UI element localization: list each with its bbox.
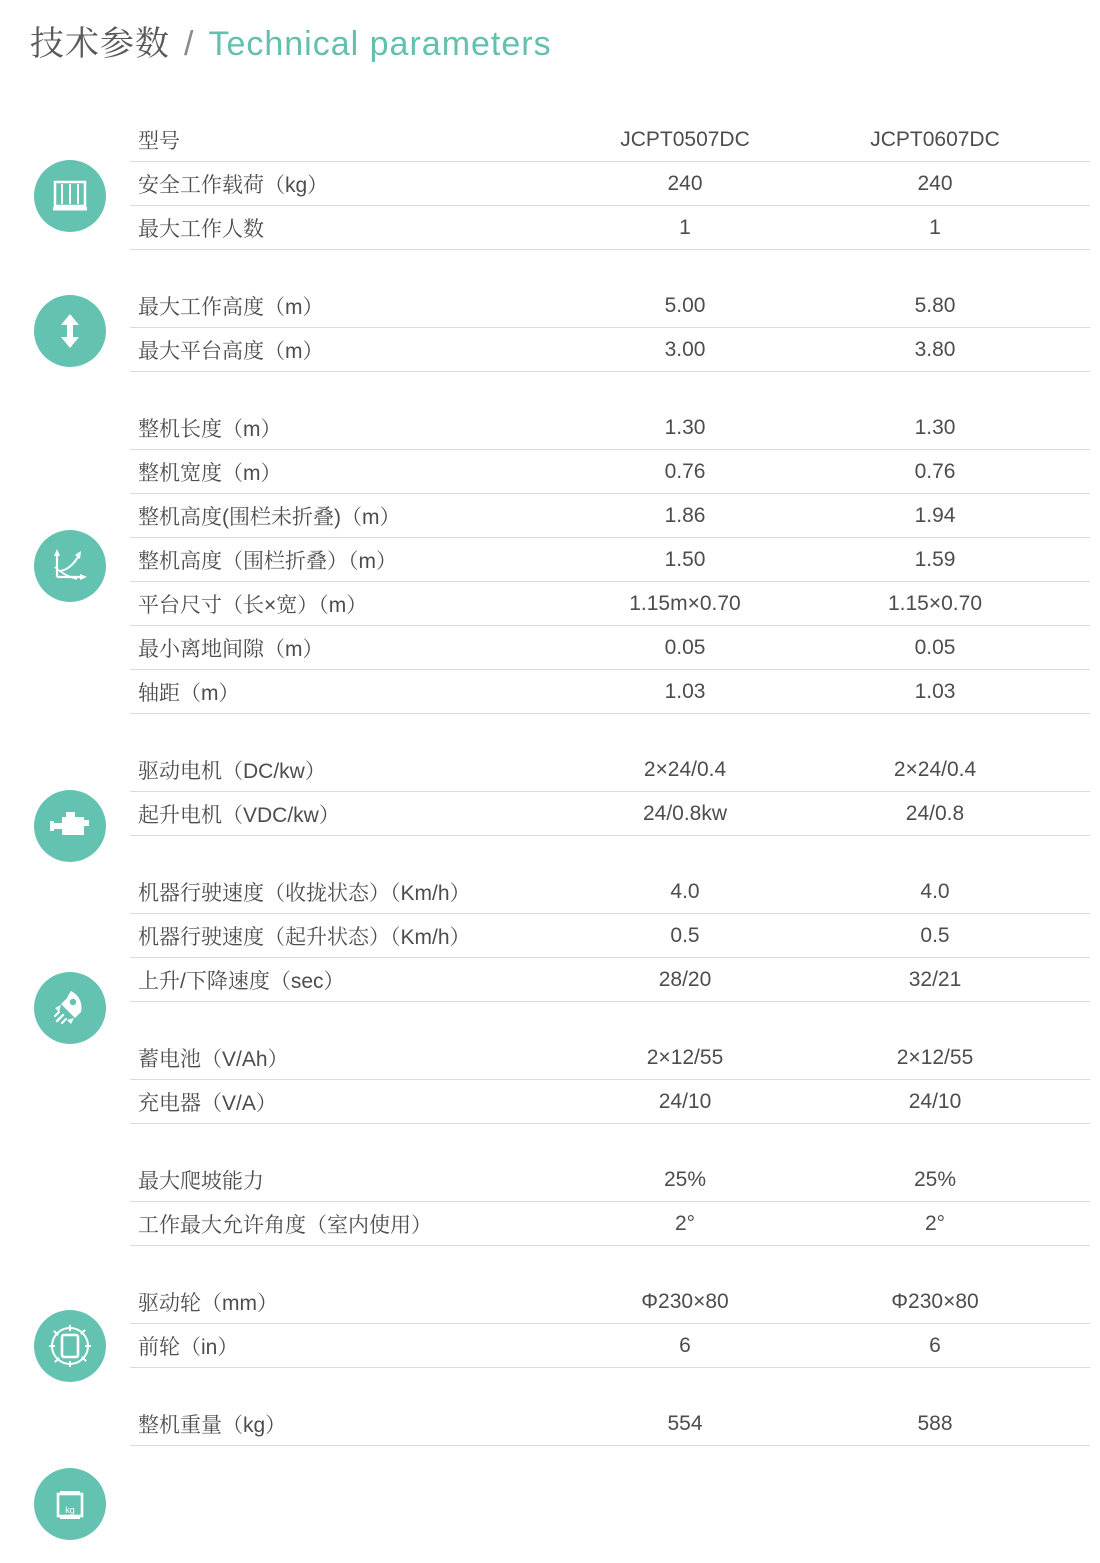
row-value-col2: 24/10 [908,1089,962,1113]
wheel-icon [34,1310,106,1382]
table-row [130,328,1090,372]
row-value-col1: 1.86 [664,503,706,527]
spec-group [130,118,1090,250]
row-value-col1: JCPT0507DC [620,127,750,151]
row-label: 最大平台高度（m） [138,339,324,363]
row-label: 上升/下降速度（sec） [138,969,345,993]
row-label: 最大爬坡能力 [138,1169,264,1193]
row-value-col1: 5.00 [664,293,706,317]
row-value-col1: 4.0 [670,879,700,903]
row-label: 工作最大允许角度（室内使用） [138,1213,432,1237]
row-label: 机器行驶速度（起升状态）（Km/h） [138,925,471,949]
row-value-col2: 0.76 [914,459,956,483]
table-row [130,284,1090,328]
page-title [30,16,552,65]
row-label: 整机长度（m） [138,417,282,441]
table-row [130,1402,1090,1446]
row-value-col2: 588 [917,1411,953,1435]
row-label: 最大工作高度（m） [138,295,324,319]
table-row [130,1080,1090,1124]
row-value-col2: 2×24/0.4 [893,757,977,781]
row-value-col1: 28/20 [658,967,712,991]
row-value-col2: 1.30 [914,415,956,439]
table-row [130,206,1090,250]
up-down-arrow-icon [34,295,106,367]
row-value-col1: 6 [679,1333,691,1357]
row-value-col2: 2° [924,1211,946,1235]
page-title-cn: 技术参数 [30,25,170,63]
table-header-row [130,118,1090,162]
row-label: 整机高度（围栏折叠）（m） [138,549,397,573]
row-label: 前轮（in） [138,1335,239,1359]
row-value-col2: 2×12/55 [896,1045,974,1069]
table-row [130,1280,1090,1324]
row-label: 驱动轮（mm） [138,1291,278,1315]
row-label: 起升电机（VDC/kw） [138,803,340,827]
row-label: 整机重量（kg） [138,1413,287,1437]
row-value-col2: 1 [929,215,941,239]
row-label: 驱动电机（DC/kw） [138,759,326,783]
table-row [130,748,1090,792]
table-row [130,1158,1090,1202]
row-value-col1: 1.15m×0.70 [629,591,741,615]
table-row [130,670,1090,714]
svg-text:kg: kg [65,1505,75,1515]
row-value-col1: 1 [679,215,691,239]
row-label: 最小离地间隙（m） [138,637,324,661]
row-value-col1: 1.50 [664,547,706,571]
row-value-col1: 0.76 [664,459,706,483]
table-row [130,494,1090,538]
spec-group [130,406,1090,714]
row-value-col2: 1.59 [914,547,956,571]
table-row [130,870,1090,914]
row-value-col2: 6 [929,1333,941,1357]
table-row [130,626,1090,670]
row-label: 机器行驶速度（收拢状态）（Km/h） [138,881,471,905]
row-label: 最大工作人数 [138,217,264,241]
row-label: 充电器（V/A） [138,1091,277,1115]
row-label: 安全工作载荷（kg） [138,173,329,197]
row-value-col2: 5.80 [914,293,956,317]
table-row [130,582,1090,626]
row-value-col2: Φ230×80 [891,1289,979,1313]
row-label: 整机宽度（m） [138,461,282,485]
spec-table [130,118,1090,1446]
row-label: 蓄电池（V/Ah） [138,1047,289,1071]
row-value-col2: 1.03 [914,679,956,703]
row-value-col1: 2° [674,1211,696,1235]
table-row [130,538,1090,582]
row-label: 平台尺寸（长×宽）（m） [138,593,368,617]
row-label: 型号 [138,129,180,153]
row-value-col2: JCPT0607DC [870,127,1000,151]
row-value-col1: 2×24/0.4 [643,757,727,781]
row-value-col1: 25% [663,1167,707,1191]
row-label: 整机高度(围栏未折叠)（m） [138,505,401,529]
table-row [130,450,1090,494]
table-row [130,1036,1090,1080]
rocket-icon [34,972,106,1044]
row-value-col1: 24/10 [658,1089,712,1113]
row-value-col2: 4.0 [920,879,950,903]
title-separator: / [184,25,195,63]
row-value-col1: 1.03 [664,679,706,703]
row-value-col2: 24/0.8 [905,801,965,825]
row-value-col1: 0.05 [664,635,706,659]
row-value-col1: 24/0.8kw [642,801,728,825]
spec-group [130,1036,1090,1124]
row-value-col1: 2×12/55 [646,1045,724,1069]
row-value-col2: 1.94 [914,503,956,527]
row-value-col2: 3.80 [914,337,956,361]
row-value-col1: 554 [667,1411,703,1435]
table-row [130,406,1090,450]
row-value-col1: 3.00 [664,337,706,361]
row-value-col2: 0.5 [920,923,950,947]
table-row [130,162,1090,206]
spec-group [130,870,1090,1002]
table-row [130,1202,1090,1246]
platform-icon [34,160,106,232]
spec-group [130,1402,1090,1446]
table-row [130,914,1090,958]
row-value-col2: 32/21 [908,967,962,991]
spec-group [130,284,1090,372]
spec-group [130,1280,1090,1368]
row-label: 轴距（m） [138,681,240,705]
table-row [130,958,1090,1002]
row-value-col2: 1.15×0.70 [887,591,982,615]
spec-group [130,748,1090,836]
row-value-col2: 240 [917,171,953,195]
row-value-col1: 0.5 [670,923,700,947]
table-row [130,1324,1090,1368]
table-row [130,792,1090,836]
row-value-col1: 1.30 [664,415,706,439]
motor-icon [34,790,106,862]
spec-group [130,1158,1090,1246]
row-value-col2: 25% [913,1167,957,1191]
row-value-col1: 240 [667,171,703,195]
page-title-en: Technical parameters [208,25,552,63]
weight-icon [34,1468,106,1540]
row-value-col2: 0.05 [914,635,956,659]
dimensions-icon [34,530,106,602]
row-value-col1: Φ230×80 [641,1289,729,1313]
